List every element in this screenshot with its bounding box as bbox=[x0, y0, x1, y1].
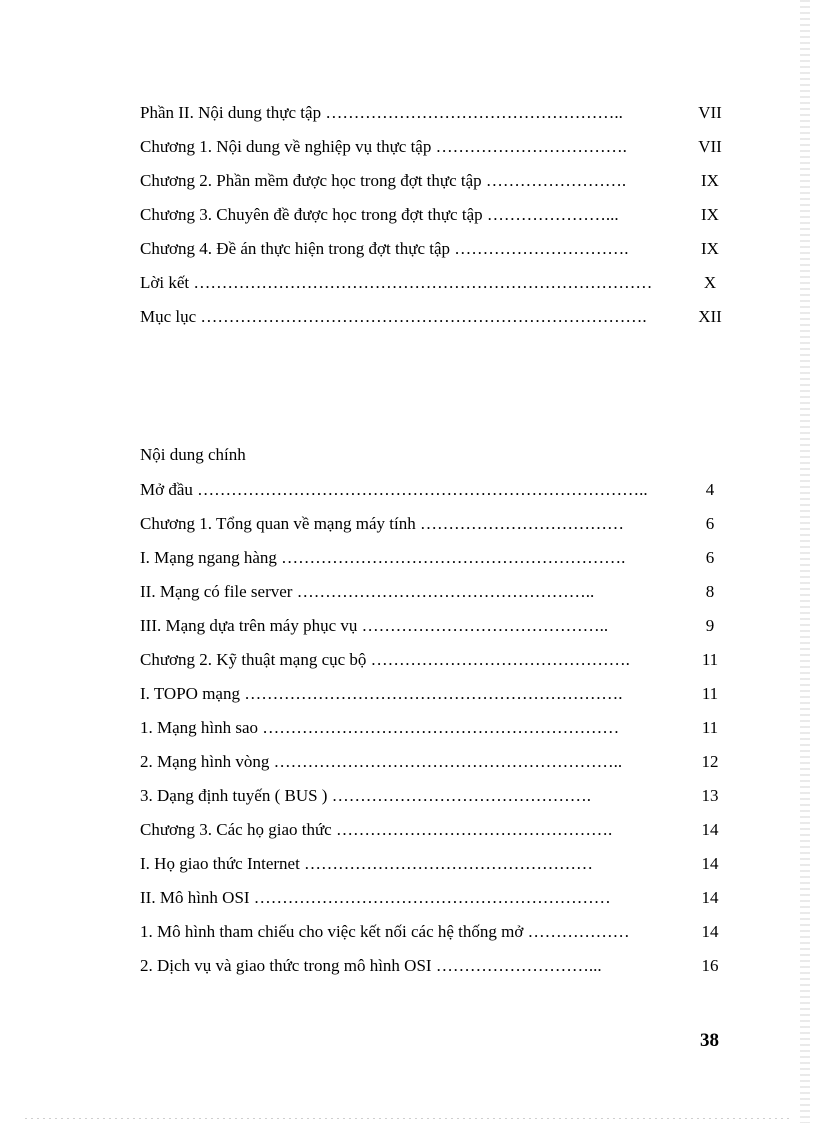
toc-entry-label: 2. Dịch vụ và giao thức trong mô hình OSI ………………………... bbox=[140, 956, 602, 975]
toc-entry-label: Lời kết ……………………………………………………………………… bbox=[140, 273, 653, 292]
page-number: 38 bbox=[700, 1030, 719, 1051]
toc-entry[interactable] bbox=[140, 266, 740, 300]
toc-entry-page: 6 bbox=[705, 548, 715, 567]
toc-entry-page: 13 bbox=[701, 786, 719, 805]
toc-entry-page: 11 bbox=[701, 718, 719, 737]
toc-entry-label: Chương 1. Tổng quan về mạng máy tính ……………………………… bbox=[140, 514, 624, 533]
toc-entry-label: I. Mạng ngang hàng ……………………………………………………. bbox=[140, 548, 626, 567]
toc-entry-label: Mục lục ……………………………………………………………………. bbox=[140, 307, 647, 326]
toc-entry-label: Chương 2. Phần mềm được học trong đợt thực tập ……………………. bbox=[140, 171, 627, 190]
toc-entry-page: 12 bbox=[701, 752, 719, 771]
page-bottom-border bbox=[25, 1118, 791, 1119]
toc-entry-page: IX bbox=[701, 239, 719, 258]
toc-entry[interactable] bbox=[140, 881, 740, 915]
toc-entry[interactable] bbox=[140, 813, 740, 847]
toc-entry[interactable] bbox=[140, 677, 740, 711]
toc-entry[interactable] bbox=[140, 847, 740, 881]
toc-entry-label: II. Mô hình OSI ……………………………………………………… bbox=[140, 888, 611, 907]
toc-entry-label: Mở đầu …………………………………………………………………….. bbox=[140, 480, 648, 499]
toc-entry-page: 11 bbox=[701, 684, 719, 703]
toc-entry[interactable] bbox=[140, 232, 740, 266]
toc-entry[interactable] bbox=[140, 300, 740, 334]
toc-entry[interactable] bbox=[140, 915, 740, 949]
toc-entry-page: VII bbox=[698, 103, 722, 122]
toc-main-list bbox=[140, 473, 740, 983]
toc-entry-page: 6 bbox=[705, 514, 715, 533]
toc-entry[interactable] bbox=[140, 198, 740, 232]
toc-entry-page: 9 bbox=[705, 616, 715, 635]
toc-entry-page: 4 bbox=[705, 480, 715, 499]
toc-entry-page: X bbox=[703, 273, 717, 292]
toc-entry-label: Chương 1. Nội dung về nghiệp vụ thực tập ……………………………. bbox=[140, 137, 627, 156]
toc-entry[interactable] bbox=[140, 711, 740, 745]
toc-entry-page: 11 bbox=[701, 650, 719, 669]
toc-entry[interactable] bbox=[140, 745, 740, 779]
toc-entry[interactable] bbox=[140, 779, 740, 813]
toc-entry-page: 8 bbox=[705, 582, 715, 601]
toc-entry-page: IX bbox=[701, 171, 719, 190]
toc-entry-page: IX bbox=[701, 205, 719, 224]
toc-entry[interactable] bbox=[140, 643, 740, 677]
toc-entry[interactable] bbox=[140, 473, 740, 507]
toc-entry[interactable] bbox=[140, 164, 740, 198]
toc-entry-label: 1. Mạng hình sao ……………………………………………………… bbox=[140, 718, 620, 737]
toc-entry-label: Chương 3. Chuyên đề được học trong đợt thực tập …………………... bbox=[140, 205, 619, 224]
toc-entry-label: I. TOPO mạng …………………………………………………………. bbox=[140, 684, 623, 703]
toc-entry-page: 16 bbox=[701, 956, 719, 975]
toc-entry-label: III. Mạng dựa trên máy phục vụ …………………………………….. bbox=[140, 616, 609, 635]
toc-entry-label: Chương 4. Đề án thực hiện trong đợt thực tập …………………………. bbox=[140, 239, 629, 258]
toc-entry[interactable] bbox=[140, 609, 740, 643]
toc-entry-page: 14 bbox=[701, 922, 719, 941]
toc-entry[interactable] bbox=[140, 507, 740, 541]
toc-entry[interactable] bbox=[140, 949, 740, 983]
toc-entry-page: 14 bbox=[701, 820, 719, 839]
toc-entry-label: 1. Mô hình tham chiếu cho việc kết nối các hệ thống mở ……………… bbox=[140, 922, 630, 941]
toc-entry-label: 3. Dạng định tuyến ( BUS ) ………………………………………. bbox=[140, 786, 591, 805]
toc-entry-label: II. Mạng có file server …………………………………………….. bbox=[140, 582, 595, 601]
toc-entry-label: 2. Mạng hình vòng …………………………………………………….. bbox=[140, 752, 623, 771]
toc-entry-label: I. Họ giao thức Internet …………………………………………… bbox=[140, 854, 594, 873]
toc-entry-page: VII bbox=[698, 137, 722, 156]
toc-entry[interactable] bbox=[140, 96, 740, 130]
toc-entry[interactable] bbox=[140, 541, 740, 575]
toc-entry-label: Chương 3. Các họ giao thức …………………………………………. bbox=[140, 820, 613, 839]
toc-part-list bbox=[140, 96, 740, 334]
toc-entry-page: 14 bbox=[701, 888, 719, 907]
toc-entry-label: Phần II. Nội dung thực tập …………………………………………….. bbox=[140, 103, 623, 122]
toc-entry-page: XII bbox=[698, 307, 722, 326]
section-heading: Nội dung chính bbox=[140, 445, 246, 464]
toc-entry-label: Chương 2. Kỹ thuật mạng cục bộ ………………………………………. bbox=[140, 650, 630, 669]
page-edge-decoration bbox=[800, 0, 810, 1123]
toc-entry[interactable] bbox=[140, 575, 740, 609]
toc-entry[interactable] bbox=[140, 130, 740, 164]
toc-entry-page: 14 bbox=[701, 854, 719, 873]
